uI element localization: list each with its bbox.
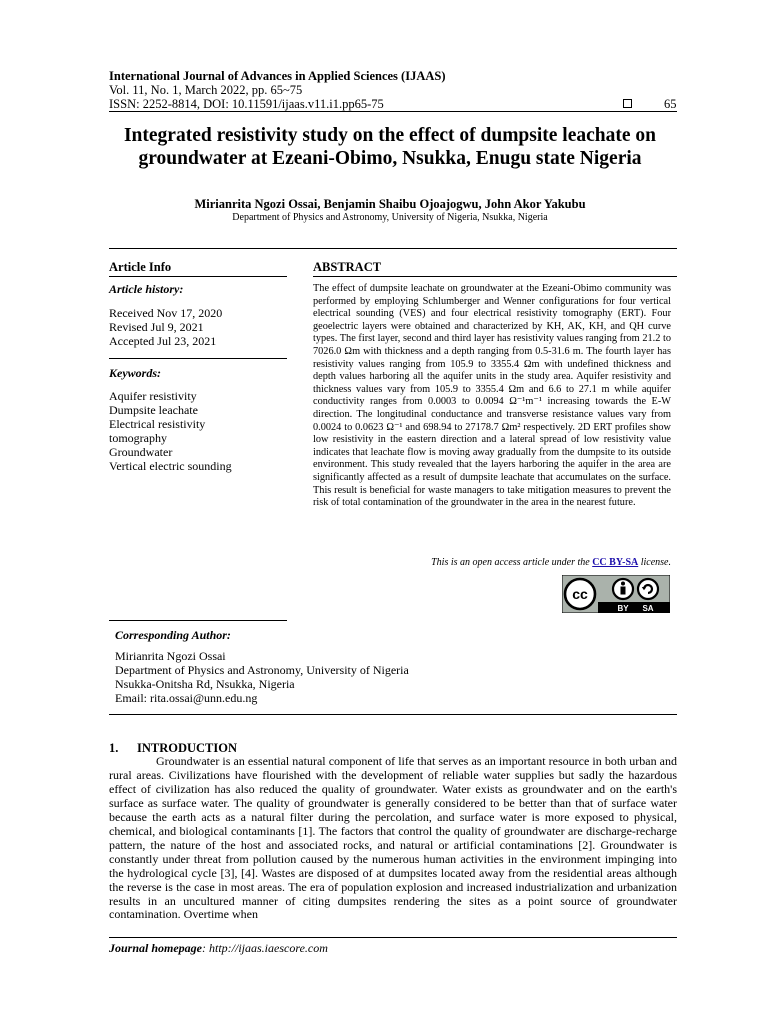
history-revised: Revised Jul 9, 2021: [109, 320, 204, 334]
page-number: 65: [664, 97, 677, 111]
corresponding-rule: [109, 620, 287, 621]
affiliation: Department of Physics and Astronomy, University of Nigeria, Nsukka, Nigeria: [232, 212, 548, 223]
journal-name: International Journal of Advances in Applied Sciences (IJAAS): [109, 69, 446, 83]
square-icon: [623, 99, 632, 108]
sa-text: SA: [642, 604, 654, 613]
keyword-item: Dumpsite leachate: [109, 403, 198, 417]
info-top-rule: [109, 248, 677, 249]
journal-homepage[interactable]: Journal homepage: http://ijaas.iaescore.com: [109, 941, 328, 955]
abstract-heading: ABSTRACT: [313, 260, 382, 274]
section-number: 1.: [109, 741, 119, 755]
journal-issn: ISSN: 2252-8814, DOI: 10.11591/ijaas.v11.i1.pp65-75: [109, 97, 384, 111]
article-info-heading: Article Info: [109, 260, 172, 274]
history-received: Received Nov 17, 2020: [109, 306, 223, 320]
header-rule: [109, 111, 677, 112]
introduction-text: Groundwater is an essential natural component of life that serves as an important resource in both urban and rural areas. Civilizations have flourished with the development of reliable water supplies but sadly the hazardous effect of civilization has also reduced the quality of groundwater. Water exists as groundwater and on the earth's surface as surface water. The quality of groundwater is generally considered to be better than that of surface water because the earth acts as a natural filter during the percolation, and surface water is more exposed to physical, chemical, and biological contaminants [1]. The factors that control the quality of groundwater are discharge-recharge pattern, the nature of the host and associated rocks, and natural or artificial contaminations [2]. Groundwater is constantly under threat from pollution caused by the numerous human activities in the environment impinging into the hydrological cycle [3], [4]. Wastes are disposed of at dumpsites located away from the residential areas although the reverse is the case in most areas. The era of population explosion and increased industrialization and urbanization results in an uncultured manner of citing dumpsites rendering the sites as a point source of groundwater contamination. Overtime when: [109, 754, 677, 922]
footer-rule: [109, 937, 677, 938]
abstract-text: The effect of dumpsite leachate on groundwater at the Ezeani-Obimo community was performed by employing Schlumberger and Wenner configurations for four vertical electrical sounding (VES) and four electrical resistivity tomography (ERT). Four geoelectric layers were obtained and characterized by KH, AK, KH, and QH curve types. The first layer, second and third layer has resistivity values ranging from 21.2 to 7026.0 Ωm with thickness and a depth ranging from 0.5-31.6 m. The fourth layer has resistivity values ranging from 105.9 to 3355.4 Ωm with undefined thickness and depth values harboring all the aquifer units in the study area. Aquifer resistivity and thickness values vary from 105.9 to 3355.4 Ωm and 6.6 to 27.1 m while aquifer conductivity ranges from 0.0003 to 0.0094 Ω⁻¹m⁻¹ increasing towards the E-W direction. The longitudinal conductance and transverse resistance values vary from 0.0024 to 0.0623 Ω⁻¹ and 698.94 to 27178.7 Ωm² respectively. 2D ERT profiles show low resistivity in the eastern direction and a lateral spread of low resistivity value indicates that leachate flow is moving away gradually from the dumpsite to its outside environment. This study revealed that the layers harboring the aquifer in the area are significantly affected as a result of dumpsite leachate that accumulates on the surface. This result is beneficial for waste managers to take mitigation measures to prevent the risk of total contamination of the groundwater in the area in the nearest future.: [313, 283, 671, 509]
journal-volume: Vol. 11, No. 1, March 2022, pp. 65~75: [109, 83, 303, 97]
history-accepted: Accepted Jul 23, 2021: [109, 334, 217, 348]
corresponding-address: Nsukka-Onitsha Rd, Nsukka, Nigeria: [115, 677, 295, 691]
abstract-rule: [313, 276, 677, 277]
keyword-item: Vertical electric sounding: [109, 459, 232, 473]
article-history: Article history: Received Nov 17, 2020 Revised Jul 9, 2021 Accepted Jul 23, 2021: [109, 282, 287, 348]
section-title: INTRODUCTION: [137, 741, 238, 755]
keywords-section: Keywords: Aquifer resistivity Dumpsite leachate Electrical resistivity tomography Groundwater Vertical electric sounding: [109, 366, 287, 473]
license-link[interactable]: CC BY-SA: [592, 557, 639, 568]
corresponding-email[interactable]: Email: rita.ossai@unn.edu.ng: [115, 691, 258, 705]
keyword-item: Electrical resistivity: [109, 417, 206, 431]
license-line: This is an open access article under the CC BY-SA license.: [431, 557, 671, 568]
keyword-item: Aquifer resistivity: [109, 389, 197, 403]
keyword-item: tomography: [109, 431, 167, 445]
corresponding-heading: Corresponding Author:: [115, 628, 231, 642]
article-info-rule: [109, 276, 287, 277]
info-bottom-rule: [109, 714, 677, 715]
cc-text: cc: [572, 586, 588, 602]
paper-title: Integrated resistivity study on the effect of dumpsite leachate on groundwater at Ezeani-Obimo, Nsukka, Enugu state Nigeria: [123, 125, 657, 169]
by-text: BY: [617, 604, 629, 613]
corresponding-department: Department of Physics and Astronomy, University of Nigeria: [115, 663, 409, 677]
keyword-item: Groundwater: [109, 445, 173, 459]
history-rule: [109, 358, 287, 359]
cc-by-sa-badge-icon[interactable]: [562, 575, 670, 613]
corresponding-name: Mirianrita Ngozi Ossai: [115, 649, 226, 663]
authors: Mirianrita Ngozi Ossai, Benjamin Shaibu Ojoajogwu, John Akor Yakubu: [194, 197, 586, 211]
